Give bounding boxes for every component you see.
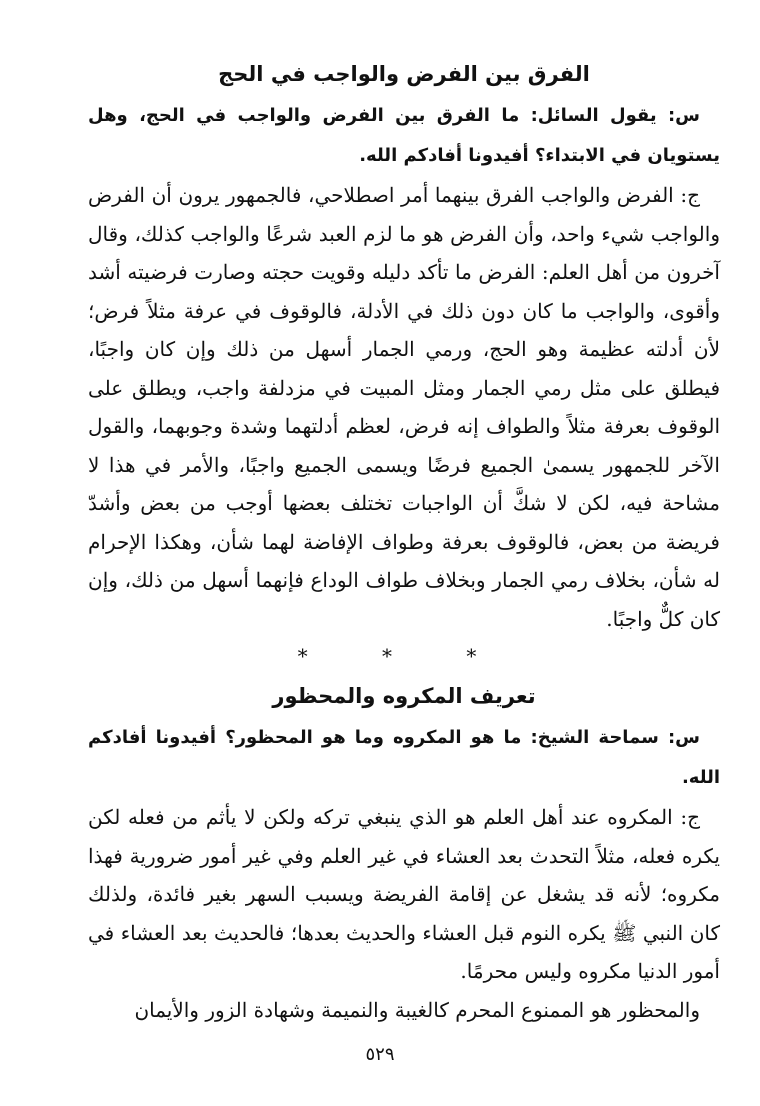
section-separator: * * *	[297, 644, 511, 668]
question-makruh: س: سماحة الشيخ: ما هو المكروه وما هو المحظور؟ أفيدونا أفادكم الله.	[88, 727, 720, 788]
paragraph-mahzur: والمحظور هو الممنوع المحرم كالغيبة والنميمة وشهادة الزور والأيمان	[134, 997, 700, 1022]
answer-obligation: ج: الفرض والواجب الفرق بينهما أمر اصطلاحي، فالجمهور يرون أن الفرض والواجب شيء واحد، وأن الفرض هو ما لزم العبد شرعًا والواجب كذلك، وقال آخرون من أهل العلم: الفرض ما تأكد دليله وقويت حجته وصارت فرضيته أشد وأقوى، والواجب ما كان دون ذلك في الأدلة، فالوقوف في عرفة مثلاً فرض؛ لأن أدلته عظيمة وهو الحج، ورمي الجمار أسهل من ذلك وإن كان واجبًا، فيطلق على مثل رمي الجمار ومثل المبيت في مزدلفة واجب، ويطلق على الوقوف بعرفة مثلاً والطواف إنه فرض، لعظم أدلتهما وشدة وجوبهما، والقول الآخر للجمهور يسمىٰ الجميع فرضًا ويسمى الجميع واجبًا، والأمر في هذا لا مشاحة فيه، لكن لا شكَّ أن الواجبات تختلف بعضها أوجب من بعض وأشدّ فريضة من بعض، فالوقوف بعرفة وطواف الإفاضة لهما شأن، وهكذا الإحرام له شأن، بخلاف رمي الجمار وبخلاف طواف الوداع فإنهما أسهل من ذلك، وإن كان كلٌّ واجبًا.	[88, 183, 720, 631]
question-obligation: س: يقول السائل: ما الفرق بين الفرض والواجب في الحج، وهل يستويان في الابتداء؟ أفيدونا أفادكم الله.	[88, 105, 720, 166]
answer-makruh: ج: المكروه عند أهل العلم هو الذي ينبغي تركه ولكن لا يأثم من فعله لكن يكره فعله، مثلاً التحدث بعد العشاء في غير العلم وفي غير أمور ضرورية فهذا مكروه؛ لأنه قد يشغل عن إقامة الفريضة ويسبب السهر بغير فائدة، ولذلك كان النبي ﷺ يكره النوم قبل العشاء والحديث بعدها؛ فالحديث بعد العشاء في أمور الدنيا مكروه وليس محرمًا.	[88, 805, 720, 983]
document-page	[88, 52, 720, 1062]
page-number: ٥٢٩	[365, 1044, 395, 1065]
section-title-makruh: تعريف المكروه والمحظور	[272, 684, 536, 708]
section-title-obligation: الفرق بين الفرض والواجب في الحج	[218, 62, 590, 86]
